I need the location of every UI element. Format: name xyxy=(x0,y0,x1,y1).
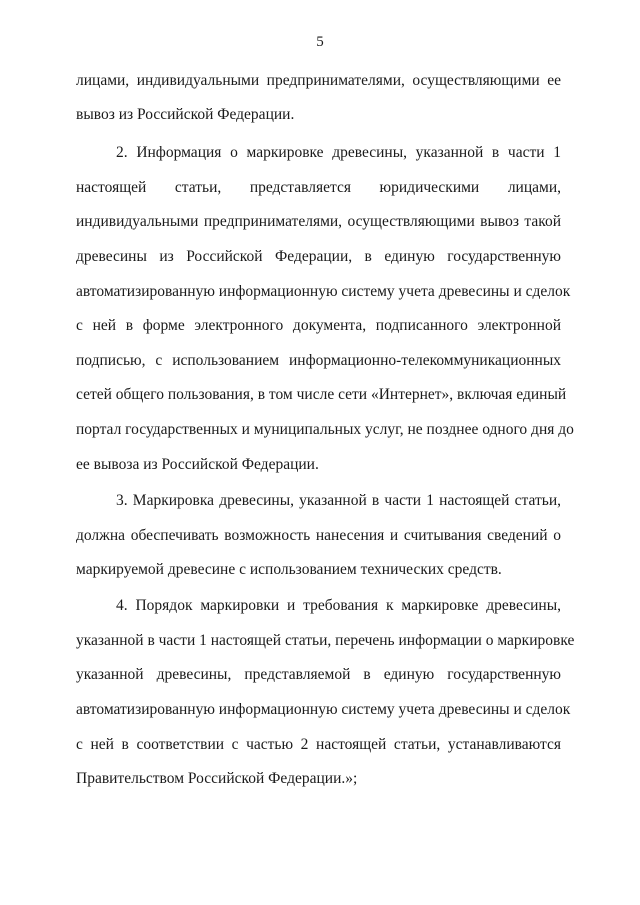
text-line: подписью, с использованием информационно-телекоммуникационных xyxy=(76,352,561,369)
text-line: 3. Маркировка древесины, указанной в части 1 настоящей статьи, xyxy=(116,492,561,509)
text-line: вывоз из Российской Федерации. xyxy=(76,106,295,123)
text-line: маркируемой древесине с использованием технических средств. xyxy=(76,561,502,578)
text-line: портал государственных и муниципальных услуг, не позднее одного дня до xyxy=(76,421,574,438)
text-line: настоящей статьи, представляется юридическими лицами, xyxy=(76,179,561,196)
text-line: с ней в соответствии с частью 2 настоящей статьи, устанавливаются xyxy=(76,736,561,753)
text-line: лицами, индивидуальными предпринимателями, осуществляющими ее xyxy=(76,72,561,89)
text-line: с ней в форме электронного документа, подписанного электронной xyxy=(76,317,561,334)
text-line: автоматизированную информационную систему учета древесины и сделок xyxy=(76,701,571,718)
text-line: Правительством Российской Федерации.»; xyxy=(76,770,358,787)
text-line: 2. Информация о маркировке древесины, указанной в части 1 xyxy=(116,144,561,161)
text-line: автоматизированную информационную систему учета древесины и сделок xyxy=(76,283,571,300)
text-line: должна обеспечивать возможность нанесения и считывания сведений о xyxy=(76,527,561,544)
text-line: указанной древесины, представляемой в единую государственную xyxy=(76,666,561,683)
text-line: древесины из Российской Федерации, в единую государственную xyxy=(76,248,561,265)
text-line: сетей общего пользования, в том числе сети «Интернет», включая единый xyxy=(76,386,567,403)
page-number: 5 xyxy=(316,34,324,50)
text-line: ее вывоза из Российской Федерации. xyxy=(76,456,319,473)
text-line: указанной в части 1 настоящей статьи, перечень информации о маркировке xyxy=(76,632,575,649)
text-line: 4. Порядок маркировки и требования к маркировке древесины, xyxy=(116,597,561,614)
text-line: индивидуальными предпринимателями, осуществляющими вывоз такой xyxy=(76,213,561,230)
